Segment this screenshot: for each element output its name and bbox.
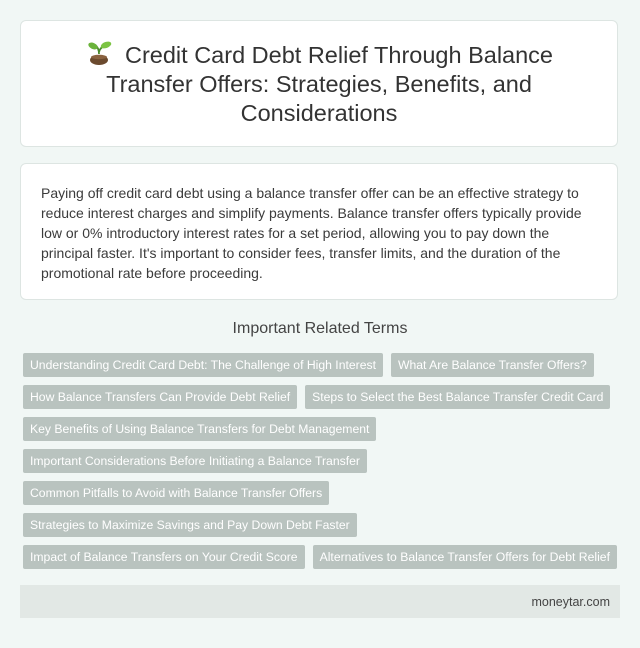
title-text: Credit Card Debt Relief Through Balance Transfer Offers: Strategies, Benefits, and Considerations (106, 41, 553, 126)
tag-row (23, 353, 623, 377)
tag-row (23, 385, 623, 409)
tag-row (23, 417, 623, 441)
related-term-tag[interactable]: Steps to Select the Best Balance Transfer Credit Card (305, 385, 610, 409)
intro-card (20, 163, 618, 300)
page-title (49, 40, 589, 128)
related-term-tag[interactable]: What Are Balance Transfer Offers? (391, 353, 594, 377)
related-term-tag[interactable]: Impact of Balance Transfers on Your Credit Score (23, 545, 305, 569)
intro-paragraph: Paying off credit card debt using a balance transfer offer can be an effective strategy to reduce interest charges and simplify payments. Balance transfer offers typically provide low or 0% introductory interest rates for a set period, allowing you to pay down the principal faster. It's important to consider fees, transfer limits, and the duration of the promotional rate before proceeding. (41, 185, 582, 281)
related-terms-list (23, 353, 623, 577)
related-term-tag[interactable]: Understanding Credit Card Debt: The Challenge of High Interest (23, 353, 383, 377)
related-term-tag[interactable]: How Balance Transfers Can Provide Debt Relief (23, 385, 297, 409)
site-link[interactable]: moneytar.com (531, 594, 610, 609)
footer (20, 585, 620, 618)
sprout-icon (85, 40, 113, 66)
tag-row (23, 513, 623, 537)
related-term-tag[interactable]: Key Benefits of Using Balance Transfers for Debt Management (23, 417, 376, 441)
title-card (20, 20, 618, 147)
tag-row (23, 481, 623, 505)
related-term-tag[interactable]: Important Considerations Before Initiating a Balance Transfer (23, 449, 367, 473)
related-term-tag[interactable]: Strategies to Maximize Savings and Pay Down Debt Faster (23, 513, 357, 537)
related-term-tag[interactable]: Common Pitfalls to Avoid with Balance Transfer Offers (23, 481, 329, 505)
tag-row (23, 449, 623, 473)
related-term-tag[interactable]: Alternatives to Balance Transfer Offers for Debt Relief (313, 545, 617, 569)
related-terms-heading: Important Related Terms (232, 320, 408, 337)
tag-row (23, 545, 623, 569)
